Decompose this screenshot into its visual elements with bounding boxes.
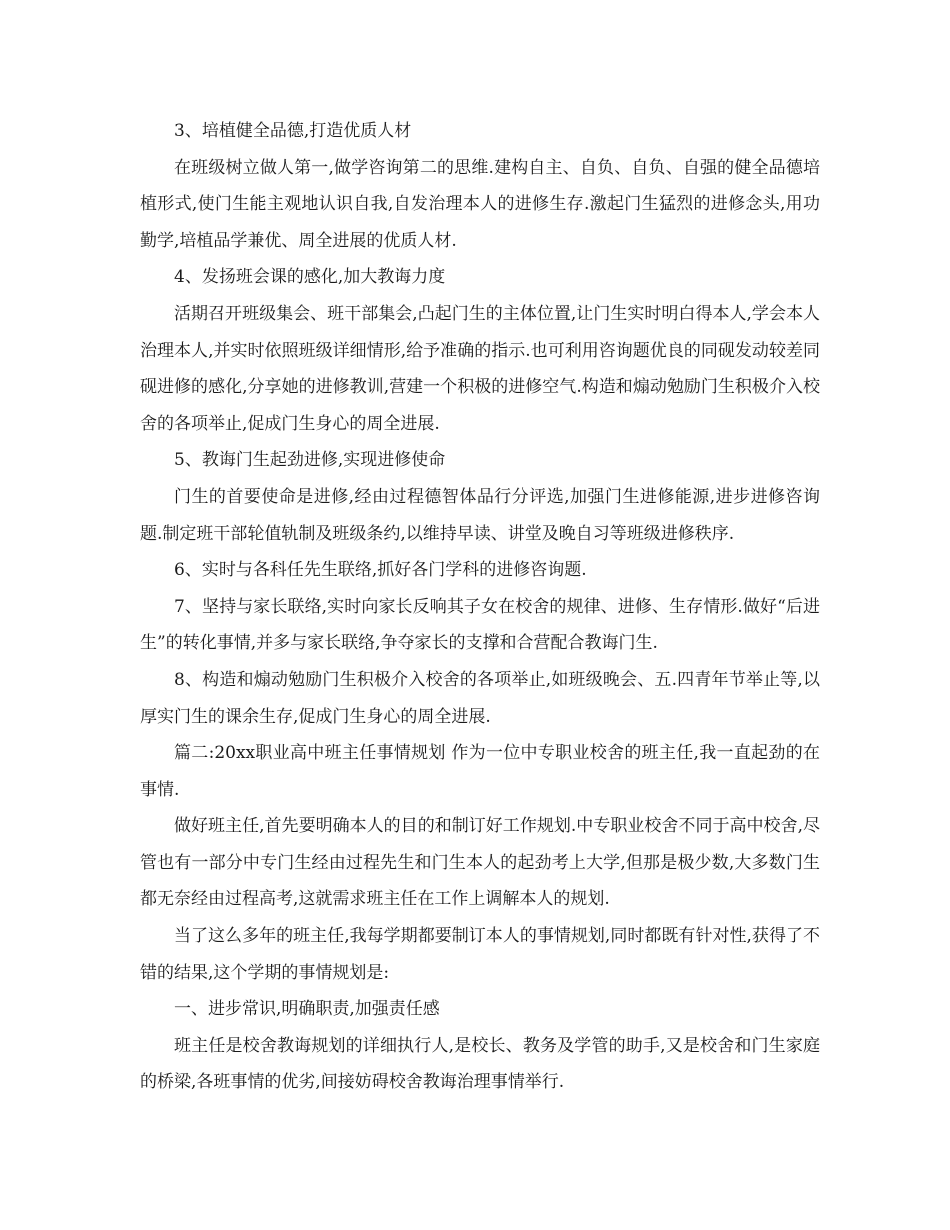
list-item-8: 8、构造和煽动勉励门生积极介入校舍的各项举止,如班级晚会、五.四青年节举止等,以厚实门生的课余生存,促成门生身心的周全进展.: [140, 669, 820, 727]
paragraph: 当了这么多年的班主任,我每学期都要制订本人的事情规划,同时都既有针对性,获得了不错的结果,这个学期的事情规划是:: [140, 926, 820, 983]
paragraph: 活期召开班级集会、班干部集会,凸起门生的主体位置,让门生实时明白得本人,学会本人治理本人,并实时依照班级详细情形,给予准确的指示.也可利用咨询题优良的同砚发动较差同砚进修的感化,分享她的进修教训,营建一个积极的进修空气.构造和煽动勉励门生积极介入校舍的各项举止,促成门生身心的周全进展.: [140, 303, 820, 434]
section-heading-one: 一、进步常识,明确职责,加强责任感: [174, 999, 440, 1020]
article-two-heading: 篇二:20xx职业高中班主任事情规划 作为一位中专职业校舍的班主任,我一直起劲的在事情.: [140, 743, 820, 800]
document-body: [140, 113, 820, 1101]
section-heading-3: 3、培植健全品德,打造优质人材: [174, 121, 412, 141]
section-heading-4: 4、发扬班会课的感化,加大教诲力度: [174, 267, 446, 288]
list-item-6: 6、实时与各科任先生联络,抓好各门学科的进修咨询题.: [174, 560, 587, 581]
paragraph: 门生的首要使命是进修,经由过程德智体品行分评选,加强门生进修能源,进步进修咨询题.制定班干部轮值轨制及班级条约,以维持早读、讲堂及晚自习等班级进修秩序.: [140, 486, 820, 544]
paragraph: 在班级树立做人第一,做学咨询第二的思维.建构自主、自负、自负、自强的健全品德培植形式,使门生能主观地认识自我,自发治理本人的进修生存.激起门生猛烈的进修念头,用功勤学,培植品学兼优、周全进展的优质人材.: [140, 157, 820, 251]
list-item-7: 7、坚持与家长联络,实时向家长反响其子女在校舍的规律、进修、生存情形.做好“后进生”的转化事情,并多与家长联络,争夺家长的支撑和合营配合教诲门生.: [140, 596, 820, 654]
section-heading-5: 5、教诲门生起劲进修,实现进修使命: [174, 450, 446, 471]
paragraph: 班主任是校舍教诲规划的详细执行人,是校长、教务及学管的助手,又是校舍和门生家庭的桥梁,各班事情的优劣,间接妨碍校舍教诲治理事情举行.: [140, 1035, 820, 1093]
paragraph: 做好班主任,首先要明确本人的目的和制订好工作规划.中专职业校舍不同于高中校舍,尽管也有一部分中专门生经由过程先生和门生本人的起劲考上大学,但那是极少数,大多数门生都无奈经由过程高考,这就需求班主任在工作上调解本人的规划.: [140, 816, 820, 910]
